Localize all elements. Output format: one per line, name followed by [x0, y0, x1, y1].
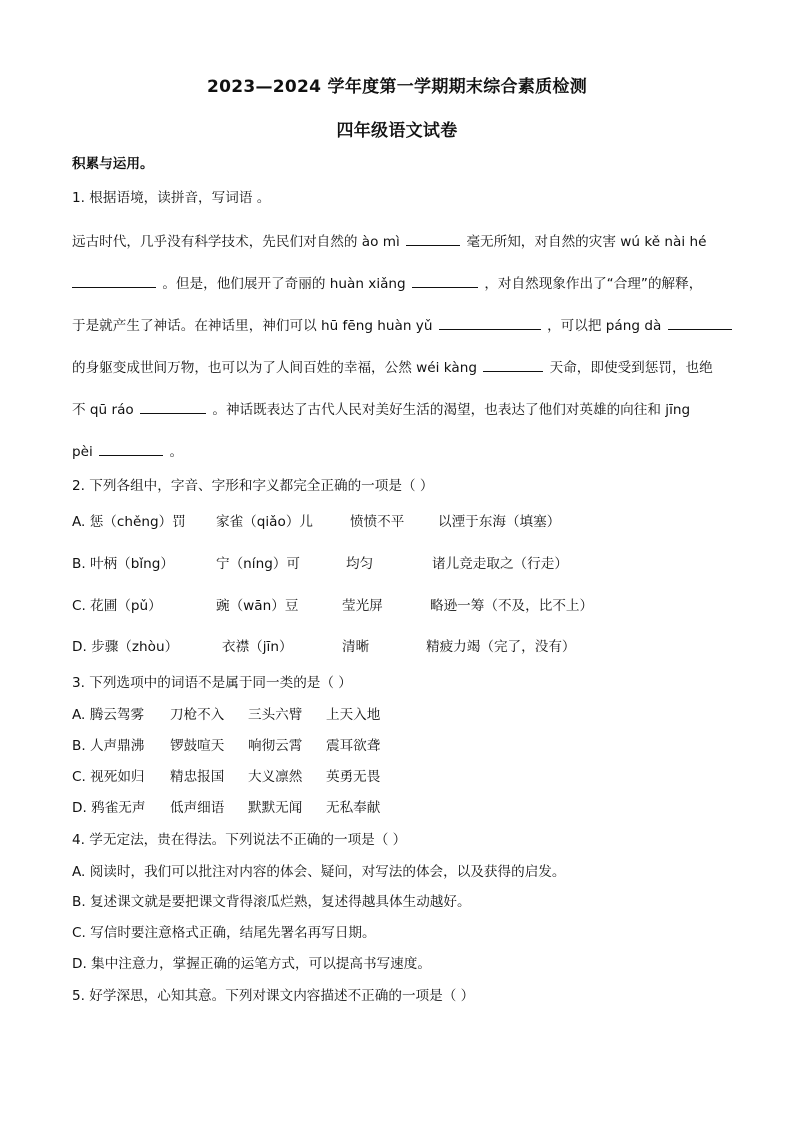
q1-text: pèi [72, 444, 93, 460]
option-item: 衣襟（jīn） [222, 639, 293, 655]
option-item: 豌（wān）豆 [216, 598, 299, 614]
option-item: 默默无闻 [248, 800, 303, 816]
option-item: B. 人声鼎沸 [72, 738, 145, 754]
q4-option-a[interactable]: A. 阅读时，我们可以批注对内容的体会、疑问，对写法的体会，以及获得的启发。 [72, 864, 566, 880]
q1-line-4 [72, 356, 713, 376]
q1-line-2 [72, 272, 702, 292]
q1-text: 于是就产生了神话。在神话里，神们可以 hū fēng huàn yǔ [72, 318, 433, 334]
option-item: 均匀 [346, 556, 374, 572]
option-item: 莹光屏 [342, 598, 383, 614]
option-item: 上天入地 [326, 707, 381, 723]
q1-text: 。 [169, 444, 184, 460]
option-item: A. 惩（chěng）罚 [72, 514, 186, 530]
q1-text: 天命，即使受到惩罚，也绝 [549, 360, 713, 376]
question-2-stem: 2. 下列各组中，字音、字形和字义都完全正确的一项是（ ） [72, 478, 434, 494]
question-5-stem: 5. 好学深思，心知其意。下列对课文内容描述不正确的一项是（ ） [72, 988, 475, 1004]
option-item: 清晰 [342, 639, 370, 655]
answer-blank[interactable] [483, 357, 543, 372]
exam-title: 2023—2024 学年度第一学期期末综合素质检测 [206, 77, 588, 97]
option-item: 精疲力竭（完了，没有） [426, 639, 576, 655]
option-item: A. 腾云驾雾 [72, 707, 145, 723]
option-item: 愤愤不平 [350, 514, 405, 530]
q1-text: ，对自然现象作出了“合理”的解释， [484, 276, 703, 292]
q1-text: 。神话既表达了古代人民对美好生活的渴望，也表达了他们对英雄的向往和 jīng [212, 402, 691, 418]
exam-subtitle: 四年级语文试卷 [336, 121, 458, 141]
answer-blank[interactable] [140, 399, 206, 414]
q1-text: 。但是，他们展开了奇丽的 huàn xiǎng [162, 276, 406, 292]
option-item: 刀枪不入 [170, 707, 225, 723]
q1-line-6 [72, 440, 183, 460]
question-1-stem: 1. 根据语境，读拼音，写词语 。 [72, 190, 271, 206]
question-4-stem: 4. 学无定法，贵在得法。下列说法不正确的一项是（ ） [72, 832, 407, 848]
q4-option-b[interactable]: B. 复述课文就是要把课文背得滚瓜烂熟，复述得越具体生动越好。 [72, 894, 471, 910]
option-item: C. 花圃（pǔ） [72, 598, 162, 614]
q1-text: 的身躯变成世间万物，也可以为了人间百姓的幸福，公然 wéi kàng [72, 360, 477, 376]
section-heading: 积累与运用。 [72, 156, 154, 172]
option-item: 三头六臂 [248, 707, 303, 723]
answer-blank[interactable] [99, 441, 163, 456]
option-item: 大义凛然 [248, 769, 303, 785]
option-item: D. 鸦雀无声 [72, 800, 146, 816]
answer-blank[interactable] [72, 273, 156, 288]
option-item: 精忠报国 [170, 769, 225, 785]
option-item: 英勇无畏 [326, 769, 381, 785]
option-item: 响彻云霄 [248, 738, 303, 754]
q1-text: ，可以把 páng dà [547, 318, 662, 334]
answer-blank[interactable] [439, 315, 541, 330]
answer-blank[interactable] [668, 315, 732, 330]
answer-blank[interactable] [406, 231, 460, 246]
option-item: 无私奉献 [326, 800, 381, 816]
option-item: 诸儿竞走取之（行走） [432, 556, 568, 572]
option-item: 以湮于东海（填塞） [438, 514, 561, 530]
q1-line-3 [72, 314, 734, 334]
option-item: 宁（níng）可 [216, 556, 301, 572]
option-item: D. 步骤（zhòu） [72, 639, 179, 655]
option-item: B. 叶柄（bǐng） [72, 556, 174, 572]
option-item: 低声细语 [170, 800, 225, 816]
q1-text: 毫无所知，对自然的灾害 wú kě nài hé [466, 234, 707, 250]
option-item: 锣鼓喧天 [170, 738, 225, 754]
q4-option-d[interactable]: D. 集中注意力，掌握正确的运笔方式，可以提高书写速度。 [72, 956, 431, 972]
answer-blank[interactable] [412, 273, 478, 288]
q4-option-c[interactable]: C. 写信时要注意格式正确，结尾先署名再写日期。 [72, 925, 376, 941]
q1-line-1 [72, 230, 706, 250]
question-3-stem: 3. 下列选项中的词语不是属于同一类的是（ ） [72, 675, 352, 691]
q1-line-5 [72, 398, 690, 418]
q1-text: 不 qū ráo [72, 402, 134, 418]
option-item: 家雀（qiǎo）儿 [216, 514, 314, 530]
option-item: 震耳欲聋 [326, 738, 381, 754]
q1-text: 远古时代，几乎没有科学技术，先民们对自然的 ào mì [72, 234, 400, 250]
option-item: C. 视死如归 [72, 769, 145, 785]
option-item: 略逊一筹（不及，比不上） [430, 598, 594, 614]
